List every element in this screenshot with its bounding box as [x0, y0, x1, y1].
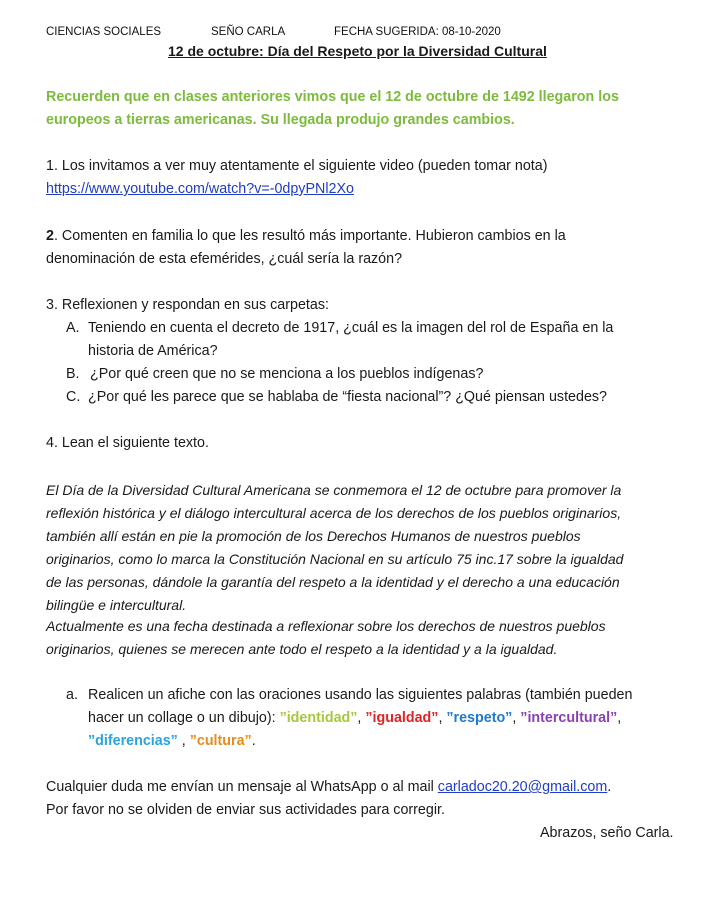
- reading-line-3: también allí están en pie la promoción de los Derechos Humanos de nuestros pueblos: [46, 528, 581, 544]
- item-3a-line-2: historia de América?: [88, 343, 218, 359]
- word-respeto: ”respeto”: [446, 710, 513, 726]
- reading-line-8: originarios, quienes se merecen ante todo el respeto a la identidad y a la igualdad.: [46, 641, 558, 657]
- task-a-end: .: [251, 733, 256, 749]
- item-1-text: 1. Los invitamos a ver muy atentamente el siguiente video (pueden tomar nota): [46, 158, 548, 174]
- contact-line-2: Por favor no se olviden de enviar sus actividades para corregir.: [46, 802, 445, 818]
- page-title: 12 de octubre: Día del Respeto por la Diversidad Cultural: [168, 43, 547, 59]
- word-intercultural: ”intercultural”: [520, 710, 618, 726]
- reading-line-4: originarios, como lo marca la Constitución Nacional en su artículo 75 inc.17 sobre la igualdad: [46, 551, 624, 567]
- closing-signature: Abrazos, seño Carla.: [540, 825, 674, 841]
- task-a-line-2: [88, 707, 621, 730]
- word-separator: ,: [438, 710, 447, 726]
- item-3b-label: B.: [66, 366, 80, 382]
- word-igualdad: ”igualdad”: [365, 710, 439, 726]
- intro-line-2: europeos a tierras americanas. Su llegada produjo grandes cambios.: [46, 112, 515, 128]
- item-2-number: 2: [46, 228, 54, 244]
- item-2-text: . Comenten en familia lo que les resultó más importante. Hubieron cambios en la: [53, 228, 566, 244]
- reading-line-1: El Día de la Diversidad Cultural Americana se conmemora el 12 de octubre para promover la: [46, 482, 622, 498]
- item-4-heading: 4. Lean el siguiente texto.: [46, 435, 209, 451]
- reading-line-6: bilingüe e intercultural.: [46, 597, 187, 613]
- item-2-line-2: denominación de esta efemérides, ¿cuál sería la razón?: [46, 251, 403, 267]
- item-3c-label: C.: [66, 389, 81, 405]
- reading-line-5: de las personas, dándole la garantía del respeto a la identidad y el derecho a una educación: [46, 574, 620, 590]
- reading-line-2: reflexión histórica y el diálogo intercultural acerca de los derechos de los pueblos originarios,: [46, 505, 622, 521]
- word-cultura: ”cultura”: [189, 733, 252, 749]
- word-separator: ,: [177, 733, 190, 749]
- task-a-line-2-prefix: hacer un collage o un dibujo):: [88, 710, 280, 726]
- video-link[interactable]: https://www.youtube.com/watch?v=-0dpyPNl2Xo: [46, 181, 354, 197]
- teacher-label: SEÑO CARLA: [211, 26, 286, 38]
- email-link[interactable]: carladoc20.20@gmail.com: [437, 779, 608, 795]
- item-3b-text: ¿Por qué creen que no se menciona a los pueblos indígenas?: [90, 366, 484, 382]
- intro-line-1: Recuerden que en clases anteriores vimos que el 12 de octubre de 1492 llegaron los: [46, 89, 619, 105]
- item-2-line-1: [46, 225, 566, 248]
- task-a-label: a.: [66, 687, 78, 703]
- item-3a-label: A.: [66, 320, 80, 336]
- reading-line-7: Actualmente es una fecha destinada a reflexionar sobre los derechos de nuestros pueblos: [46, 618, 606, 634]
- task-a-line-3: [88, 730, 256, 753]
- subject-label: CIENCIAS SOCIALES: [46, 26, 162, 38]
- word-diferencias: ”diferencias”: [88, 733, 178, 749]
- item-3c-text: ¿Por qué les parece que se hablaba de “fiesta nacional”? ¿Qué piensan ustedes?: [88, 389, 607, 405]
- word-separator: ,: [617, 710, 622, 726]
- item-3-heading: 3. Reflexionen y respondan en sus carpetas:: [46, 297, 329, 313]
- contact-suffix: .: [607, 779, 612, 795]
- word-separator: ,: [512, 710, 521, 726]
- word-identidad: ”identidad”: [279, 710, 358, 726]
- contact-line-1: [46, 776, 611, 799]
- item-3a-line-1: Teniendo en cuenta el decreto de 1917, ¿cuál es la imagen del rol de España en la: [88, 320, 614, 336]
- task-a-line-1: Realicen un afiche con las oraciones usando las siguientes palabras (también pueden: [88, 687, 633, 703]
- contact-prefix: Cualquier duda me envían un mensaje al WhatsApp o al mail: [46, 779, 438, 795]
- date-label: FECHA SUGERIDA: 08-10-2020: [334, 26, 501, 38]
- word-separator: ,: [357, 710, 366, 726]
